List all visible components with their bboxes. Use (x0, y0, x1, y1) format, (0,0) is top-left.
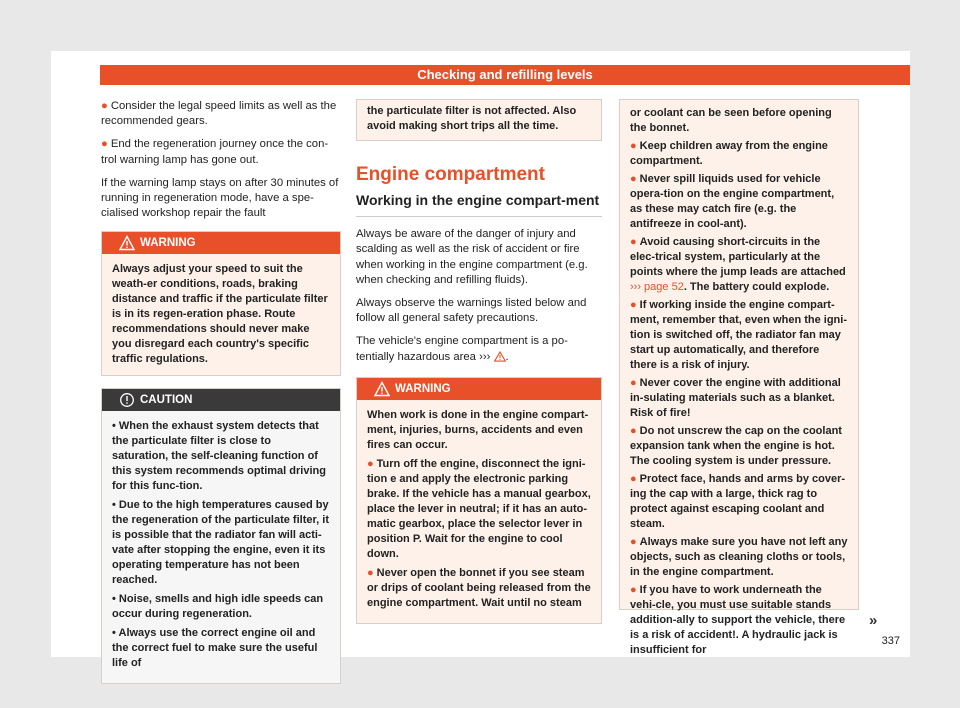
caution-header: CAUTION (102, 389, 340, 411)
warning-box (101, 231, 341, 376)
continued-text: or coolant can be seen before opening the bonnet. (630, 107, 832, 134)
list-item: • When the exhaust system detects that the particulate filter is close to saturation, the self-cleaning function of this system recommends optimal driving for this func-tion. (112, 420, 326, 493)
warning-header: WARNING (102, 232, 340, 254)
continued-arrow-icon: » (869, 612, 878, 629)
list-item: ● Keep children away from the engine compartment. (630, 140, 828, 167)
list-item: ● If working inside the engine compart-ment, remember that, even when the igni-tion is switched off, the radiator fan may start up automatically, and therefore there is a risk of injury. (630, 299, 847, 371)
warning-triangle-icon (374, 381, 390, 397)
bullet-icon: ● (630, 299, 637, 311)
column-1 (101, 99, 341, 684)
paragraph: The vehicle's engine compartment is a po-tentially hazardous area ››› . (356, 335, 568, 363)
column-2 (356, 99, 602, 624)
paragraph: Always observe the warnings listed below and follow all general safety precautions. (356, 297, 587, 325)
warning-body (357, 400, 601, 623)
bullet-icon: ● (630, 173, 637, 185)
caution-body (102, 411, 340, 683)
bullet-icon: ● (101, 100, 108, 112)
list-item: ● End the regeneration journey once the con-trol warning lamp has gone out. (101, 138, 329, 166)
continued-caution-text: the particulate filter is not affected. Also avoid making short trips all the time. (356, 99, 602, 141)
bullet-icon: ● (630, 584, 637, 596)
cross-reference-link[interactable]: ››› (479, 350, 491, 363)
bullet-icon: ● (367, 566, 374, 579)
bullet-icon: ● (630, 425, 637, 437)
section-title: Engine compartment (356, 164, 545, 185)
list-item: • Noise, smells and high idle speeds can occur during regeneration. (112, 593, 324, 621)
page-number: 337 (881, 635, 900, 647)
warning-continued-box (619, 99, 859, 656)
list-item: ● Never spill liquids used for vehicle opera-tion on the engine compartment, as these may catch fire (e.g. the antifreeze in cool-ant). (630, 173, 835, 230)
info-circle-icon (119, 392, 135, 408)
page-reference-link[interactable]: ››› page 52 (630, 281, 684, 293)
section-header: Checking and refilling levels (100, 65, 910, 85)
bullet-icon: ● (630, 377, 637, 389)
warning-header: WARNING (357, 378, 601, 400)
list-item: • Always use the correct engine oil and the correct fuel to make sure the useful life of (112, 627, 318, 670)
warning-triangle-icon (119, 235, 135, 251)
column-3 (619, 99, 859, 656)
bullet-icon: ● (367, 457, 374, 470)
paragraph: Always be aware of the danger of injury and scalding as well as the risk of accident or fire when working in the engine compartment (e.g. when checking and refilling fluids). (356, 228, 588, 286)
list-item: ● Protect face, hands and arms by cover-ing the cap with a large, thick rag to protect against escaping coolant and steam. (630, 473, 846, 530)
list-item: ● Turn off the engine, disconnect the igni-tion e and apply the electronic parking brake. If the vehicle has a manual gearbox, place the lever in neutral; if it has an auto-matic gearbox, place the selector lever in position P. Wait for the engine to cool down. (367, 457, 591, 560)
warning-text: Always adjust your speed to suit the weath-er conditions, roads, braking distance and traffic if the particulate filter is in its regen-eration phase. Route recommendations should never make you disregard each country's specific traffic regulations. (112, 263, 328, 366)
bullet-icon: ● (630, 140, 637, 152)
list-item: ● Never cover the engine with additional in-sulating materials such as a blanket. Risk of fire! (630, 377, 841, 419)
paragraph: If the warning lamp stays on after 30 minutes of running in regeneration mode, have a spe-cialised workshop repair the fault (101, 176, 339, 220)
list-item: ● Never open the bonnet if you see steam or drips of coolant being released from the engine compartment. Wait until no steam (367, 566, 591, 609)
sub-title: Working in the engine compart-ment (356, 190, 602, 217)
bullet-icon: ● (101, 138, 108, 151)
list-item: ● Avoid causing short-circuits in the elec-trical system, particularly at the points where the jump leads are attached ››› page 52. The battery could explode. (630, 236, 846, 293)
warning-triangle-icon (494, 351, 506, 362)
list-item: ● Consider the legal speed limits as well as the recommended gears. (101, 100, 337, 128)
list-item: ● If you have to work underneath the vehi-cle, you must use suitable stands addition-ally to support the vehicle, there is a risk of accident!. A hydraulic jack is insufficient for (630, 584, 846, 656)
list-item: • Due to the high temperatures caused by the regeneration of the particulate filter, it is possible that the radiator fan will acti-vate after stopping the engine, even it its operating temperature has not been reached. (112, 499, 329, 587)
bullet-icon: ● (630, 536, 637, 548)
bullet-icon: ● (630, 236, 637, 248)
manual-page (51, 51, 910, 670)
caution-box (101, 388, 341, 684)
warning-box (356, 377, 602, 624)
list-item: ● Always make sure you have not left any objects, such as cleaning cloths or tools, in the engine compartment. (630, 536, 848, 578)
bullet-icon: ● (630, 473, 637, 485)
warning-intro: When work is done in the engine compart-ment, injuries, burns, accidents and even fires can occur. (367, 408, 589, 451)
list-item: ● Do not unscrew the cap on the coolant expansion tank when the engine is hot. The cooling system is under pressure. (630, 425, 842, 467)
